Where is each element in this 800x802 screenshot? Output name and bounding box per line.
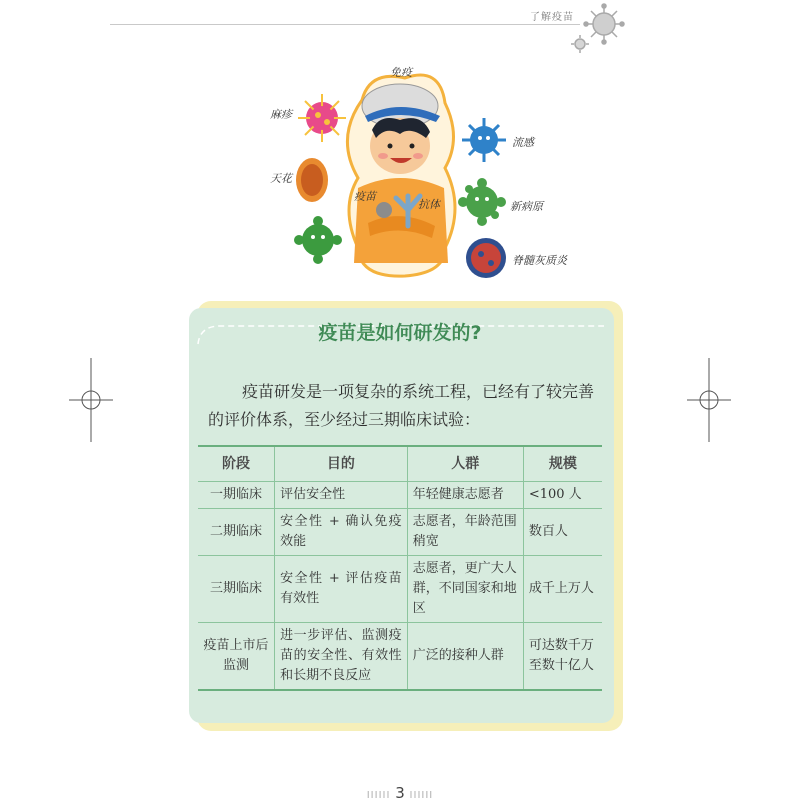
label-new-pathogen: 新病原 [510,200,543,213]
running-header: 了解疫苗 [530,12,574,23]
label-measles: 麻疹 [270,108,292,121]
header-population: 人群 [407,446,523,482]
cell-stage: 二期临床 [198,509,275,556]
cell-population: 年轻健康志愿者 [407,482,523,509]
card-title: 疫苗是如何研发的? [318,322,482,344]
header-scale: 规模 [523,446,602,482]
table-row [198,509,602,556]
cell-purpose: 安全性 + 评估疫苗有效性 [275,556,408,623]
cell-population: 志愿者，更广大人群，不同国家和地区 [407,556,523,623]
page-number: 3 [395,784,405,802]
label-immunity: 免疫 [390,66,412,79]
vaccine-boy-illustration [240,58,580,288]
cell-scale: 数百人 [523,509,602,556]
cell-stage: 疫苗上市后监测 [198,623,275,691]
header-rule [110,24,580,25]
cell-scale: <100 人 [523,482,602,509]
registration-mark-left [69,358,113,442]
label-flu: 流感 [512,136,534,149]
label-polio: 脊髓灰质炎 [512,254,567,267]
virus-icon [570,2,630,56]
table-row [198,623,602,691]
label-antibody: 抗体 [418,198,440,211]
label-smallpox: 天花 [270,172,292,185]
table-row [198,482,602,509]
cell-population: 广泛的接种人群 [407,623,523,691]
card-intro: 疫苗研发是一项复杂的系统工程，已经有了较完善的评价体系，至少经过三期临床试验： [208,382,595,429]
cell-population: 志愿者，年龄范围稍宽 [407,509,523,556]
cell-scale: 成千上万人 [523,556,602,623]
table-header-row [198,446,602,482]
cell-purpose: 安全性 + 确认免疫效能 [275,509,408,556]
cell-purpose: 进一步评估、监测疫苗的安全性、有效性和长期不良反应 [275,623,408,691]
footer-ticks-right: IIIIII [409,790,434,801]
registration-mark-right [687,358,731,442]
footer-ticks-left: IIIIII [366,790,391,801]
label-vaccine: 疫苗 [354,190,376,203]
clinical-trials-table [198,445,602,691]
cell-stage: 一期临床 [198,482,275,509]
header-stage: 阶段 [198,446,275,482]
table-row [198,556,602,623]
page-number-footer [0,784,800,802]
cell-purpose: 评估安全性 [275,482,408,509]
header-purpose: 目的 [275,446,408,482]
cell-scale: 可达数千万至数十亿人 [523,623,602,691]
cell-stage: 三期临床 [198,556,275,623]
